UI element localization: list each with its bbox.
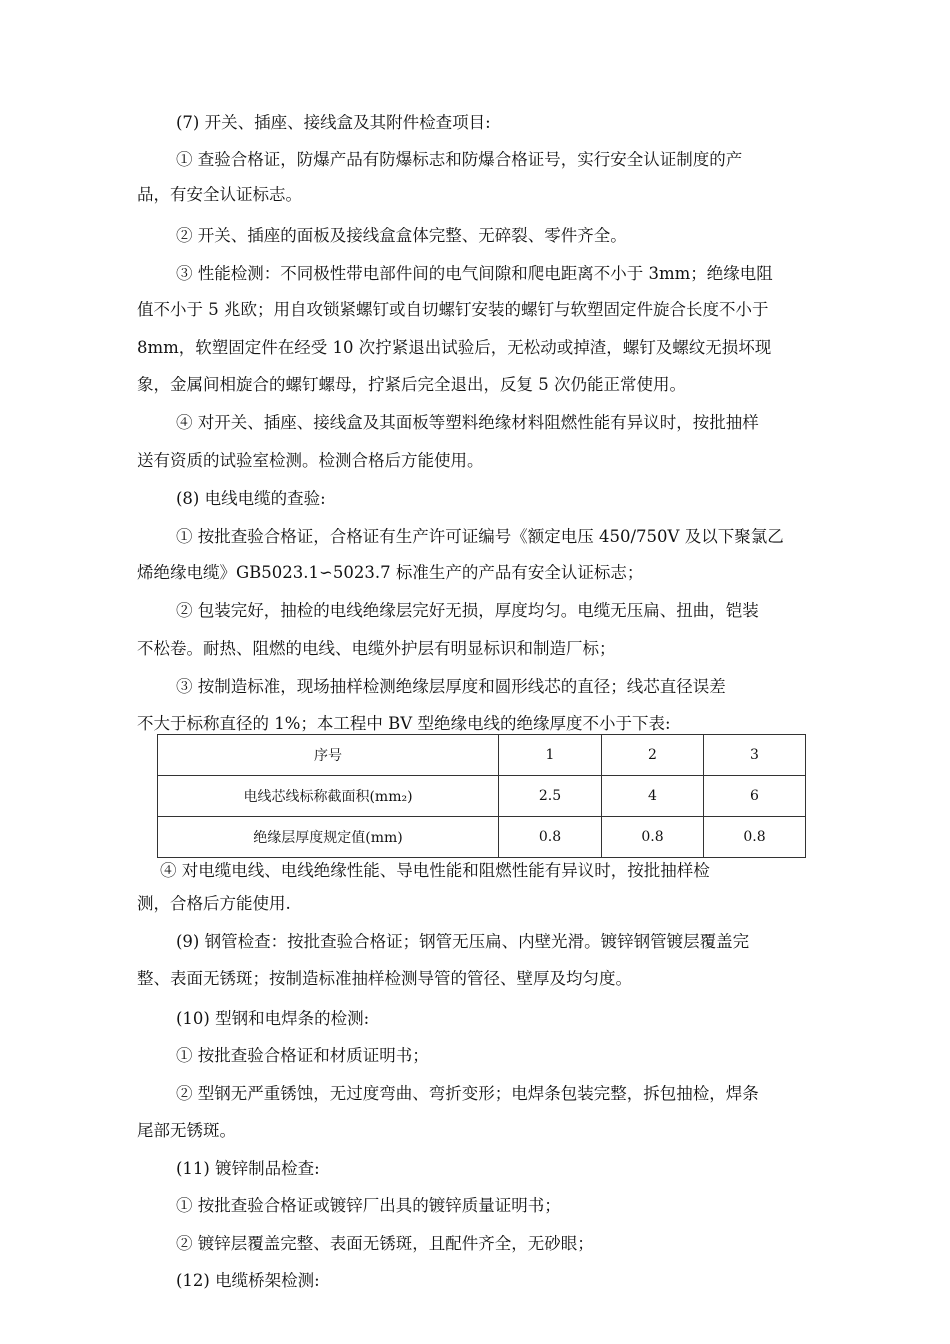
paragraph-line: 象，金属间相旋合的螺钉螺母，拧紧后完全退出，反复 5 次仍能正常使用。	[137, 375, 686, 394]
paragraph-line: 8mm，软塑固定件在经受 10 次拧紧退出试验后，无松动或掉渣，螺钉及螺纹无损坏现	[137, 338, 772, 357]
table-cell: 2.5	[499, 776, 602, 817]
paragraph-line: ④ 对电缆电线、电线绝缘性能、导电性能和阻燃性能有异议时，按批抽样检	[160, 861, 710, 880]
paragraph-line: 品，有安全认证标志。	[137, 185, 302, 204]
paragraph-line: 送有资质的试验室检测。检测合格后方能使用。	[137, 451, 484, 470]
table-row	[158, 817, 806, 858]
paragraph-line: ② 包装完好，抽检的电线绝缘层完好无损，厚度均匀。电缆无压扁、扭曲，铠装	[176, 601, 759, 620]
section-heading-9: (9) 钢管检查：按批查验合格证；钢管无压扁、内壁光滑。镀锌钢管镀层覆盖完	[176, 932, 750, 951]
paragraph-line: ① 查验合格证，防爆产品有防爆标志和防爆合格证号，实行安全认证制度的产	[176, 150, 743, 169]
table-cell: 电线芯线标称截面积(mm₂)	[158, 776, 499, 817]
paragraph-line: 烯绝缘电缆》GB5023.1∽5023.7 标准生产的产品有安全认证标志；	[137, 563, 644, 582]
paragraph-line: ④ 对开关、插座、接线盒及其面板等塑料绝缘材料阻燃性能有异议时，按批抽样	[176, 413, 759, 432]
paragraph-line: ① 按批查验合格证或镀锌厂出具的镀锌质量证明书；	[176, 1196, 561, 1215]
paragraph-line: ③ 按制造标准，现场抽样检测绝缘层厚度和圆形线芯的直径；线芯直径误差	[176, 677, 726, 696]
table-cell: 序号	[158, 735, 499, 776]
table-cell: 6	[704, 776, 806, 817]
table-cell: 2	[602, 735, 704, 776]
table-cell: 3	[704, 735, 806, 776]
paragraph-line: ② 开关、插座的面板及接线盒盒体完整、无碎裂、零件齐全。	[176, 226, 627, 245]
paragraph-line: ① 按批查验合格证和材质证明书；	[176, 1046, 429, 1065]
paragraph-line: ① 按批查验合格证，合格证有生产许可证编号《额定电压 450/750V 及以下聚氯乙	[176, 527, 784, 546]
table-cell: 1	[499, 735, 602, 776]
paragraph-line: ② 型钢无严重锈蚀，无过度弯曲、弯折变形；电焊条包装完整，拆包抽检，焊条	[176, 1084, 759, 1103]
paragraph-line: 测，合格后方能使用.	[137, 894, 291, 913]
section-heading-7: (7) 开关、插座、接线盒及其附件检查项目:	[176, 113, 491, 132]
paragraph-line: 不大于标称直径的 1%；本工程中 BV 型绝缘电线的绝缘厚度不小于下表:	[137, 714, 671, 733]
section-heading-11: (11) 镀锌制品检查:	[176, 1159, 320, 1178]
table-cell: 0.8	[602, 817, 704, 858]
section-heading-10: (10) 型钢和电焊条的检测:	[176, 1009, 370, 1028]
table-cell: 0.8	[499, 817, 602, 858]
paragraph-line: 值不小于 5 兆欧；用自攻锁紧螺钉或自切螺钉安装的螺钉与软塑固定件旋合长度不小于	[137, 300, 769, 319]
section-heading-8: (8) 电线电缆的查验:	[176, 489, 326, 508]
insulation-thickness-table	[157, 734, 806, 858]
paragraph-line: 尾部无锈斑。	[137, 1121, 236, 1140]
table-cell: 绝缘层厚度规定值(mm)	[158, 817, 499, 858]
table-cell: 0.8	[704, 817, 806, 858]
paragraph-line: ③ 性能检测：不同极性带电部件间的电气间隙和爬电距离不小于 3mm；绝缘电阻	[176, 264, 773, 283]
paragraph-line: 不松卷。耐热、阻燃的电线、电缆外护层有明显标识和制造厂标；	[137, 639, 616, 658]
paragraph-line: 整、表面无锈斑；按制造标准抽样检测导管的管径、壁厚及均匀度。	[137, 969, 632, 988]
table-row	[158, 735, 806, 776]
section-heading-12: (12) 电缆桥架检测:	[176, 1271, 320, 1290]
table-cell: 4	[602, 776, 704, 817]
table-row	[158, 776, 806, 817]
paragraph-line: ② 镀锌层覆盖完整、表面无锈斑，且配件齐全，无砂眼；	[176, 1234, 594, 1253]
